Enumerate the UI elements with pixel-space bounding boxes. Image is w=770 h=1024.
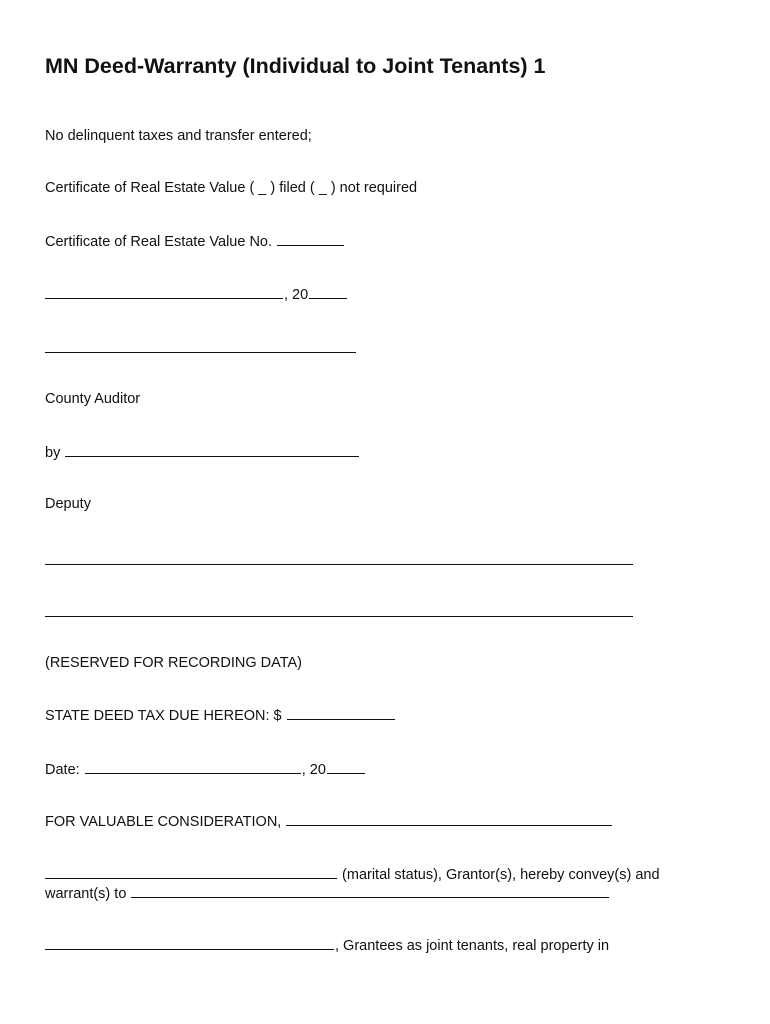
no-delinquent-text: No delinquent taxes and transfer entered; (45, 128, 312, 144)
consideration-field[interactable] (286, 812, 612, 826)
document-title: MN Deed-Warranty (Individual to Joint Tenants) 1 (45, 54, 546, 78)
auditor-date-row (45, 285, 348, 304)
deed-tax-field[interactable] (287, 706, 395, 720)
reserved-recording-text: (RESERVED FOR RECORDING DATA) (45, 655, 302, 671)
by-signature-field[interactable] (65, 443, 359, 457)
grantee-field[interactable] (131, 884, 609, 898)
auditor-year-field[interactable] (309, 285, 347, 299)
consideration-label: FOR VALUABLE CONSIDERATION, (45, 814, 282, 830)
deed-tax-row (45, 706, 396, 725)
warrants-to-row (45, 884, 610, 903)
deed-tax-label: STATE DEED TAX DUE HEREON: $ (45, 708, 282, 724)
auditor-date-field[interactable] (45, 285, 283, 299)
date-label: Date: (45, 762, 80, 778)
grantees-names-field[interactable] (45, 936, 334, 950)
date-year-field[interactable] (327, 760, 365, 774)
by-row (45, 443, 360, 462)
marital-status-text: (marital status), Grantor(s), hereby convey(s) and (342, 867, 660, 883)
consideration-row (45, 812, 613, 831)
date-field[interactable] (85, 760, 301, 774)
crv-number-field[interactable] (277, 232, 344, 246)
crv-filed-text: Certificate of Real Estate Value ( _ ) filed ( _ ) not required (45, 180, 418, 196)
date-year-prefix: , 20 (301, 762, 326, 778)
deputy-label: Deputy (45, 496, 91, 512)
county-auditor-label: County Auditor (45, 391, 141, 407)
blank-line-1[interactable] (45, 564, 633, 565)
grantor-name-field[interactable] (45, 865, 337, 879)
grantees-row (45, 936, 609, 955)
crv-number-row (45, 232, 345, 251)
grantees-text: , Grantees as joint tenants, real property in (335, 938, 610, 954)
by-label: by (45, 445, 61, 461)
grantor-row (45, 865, 660, 884)
auditor-signature-line[interactable] (45, 352, 356, 353)
auditor-year-prefix: , 20 (284, 287, 309, 303)
warrants-to-label: warrant(s) to (45, 886, 127, 902)
blank-line-2[interactable] (45, 616, 633, 617)
date-row (45, 760, 366, 779)
crv-number-label: Certificate of Real Estate Value No. (45, 234, 273, 250)
